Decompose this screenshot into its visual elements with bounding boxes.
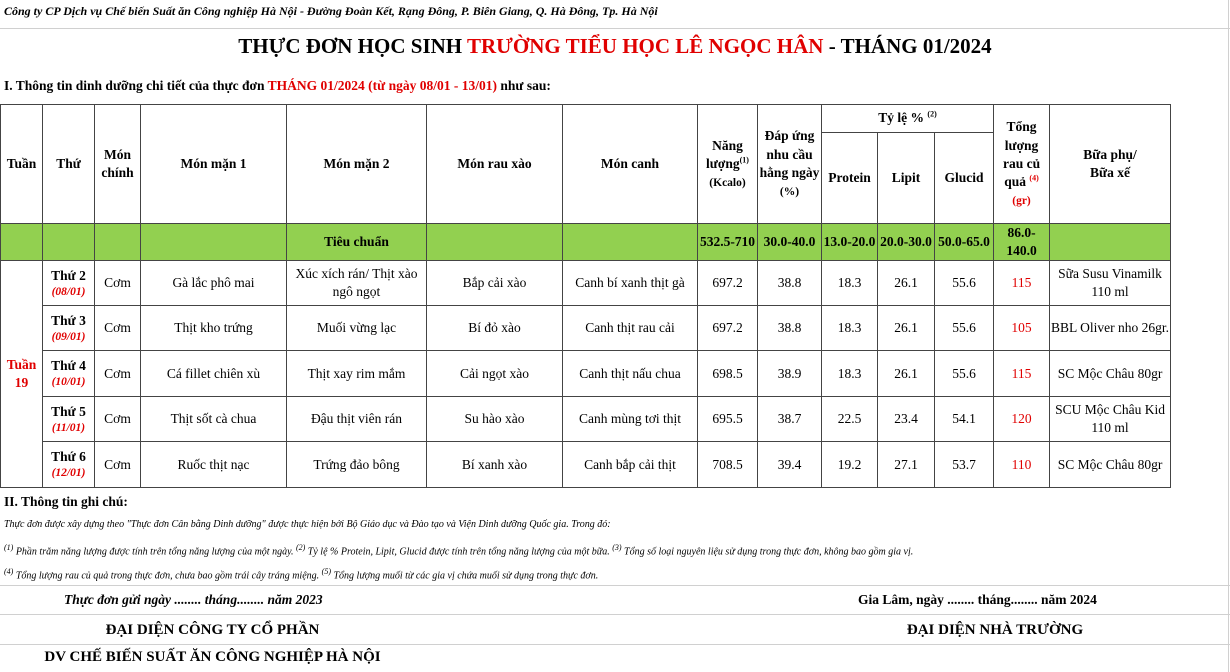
mon-chinh-cell: Cơm <box>95 351 141 397</box>
protein-cell: 18.3 <box>822 306 878 351</box>
nang-luong-unit: (Kcalo) <box>709 176 746 189</box>
day-name: Thứ 4 <box>51 358 86 374</box>
grid-line <box>0 585 1230 586</box>
std-label: Tiêu chuẩn <box>287 224 427 261</box>
grid-line <box>1228 0 1229 672</box>
dap-ung-cell: 38.8 <box>758 261 822 306</box>
day-name: Thứ 3 <box>51 312 86 328</box>
company-representative: ĐẠI DIỆN CÔNG TY CỔ PHẦN <box>105 622 320 638</box>
protein-cell: 18.3 <box>822 261 878 306</box>
lipit-cell: 23.4 <box>878 397 935 442</box>
glucid-cell: 53.7 <box>935 442 994 488</box>
table-row <box>1 397 1171 442</box>
header-thu: Thứ <box>43 105 95 224</box>
tong-rau-label: Tổng lượng rau củ quả <box>1002 119 1041 189</box>
day-date: (08/01) <box>51 285 86 298</box>
section2-heading: II. Thông tin ghi chú: <box>4 494 128 509</box>
std-empty <box>1 224 43 261</box>
header-tong-rau <box>994 105 1050 224</box>
header-mon-rau-xao: Món rau xào <box>427 105 563 224</box>
std-tong-rau: 86.0-140.0 <box>994 224 1050 261</box>
header-lipit: Lipit <box>878 133 935 224</box>
dap-ung-cell: 39.4 <box>758 442 822 488</box>
mon-man-2-cell: Trứng đảo bông <box>287 442 427 488</box>
header-tuan: Tuần <box>1 105 43 224</box>
canh-cell: Canh bắp cải thịt <box>563 442 698 488</box>
glucid-cell: 55.6 <box>935 261 994 306</box>
header-row <box>1 105 1171 133</box>
header-mon-man-1: Món mặn 1 <box>141 105 287 224</box>
header-protein: Protein <box>822 133 878 224</box>
protein-cell: 19.2 <box>822 442 878 488</box>
nang-luong-cell: 697.2 <box>698 306 758 351</box>
note-sup: (1) <box>4 543 14 552</box>
nang-luong-cell: 697.2 <box>698 261 758 306</box>
std-empty <box>141 224 287 261</box>
mon-man-1-cell: Gà lắc phô mai <box>141 261 287 306</box>
page-title <box>0 34 1230 59</box>
day-cell <box>43 397 95 442</box>
glucid-cell: 55.6 <box>935 351 994 397</box>
tong-rau-cell: 115 <box>994 261 1050 306</box>
title-part1: THỰC ĐƠN HỌC SINH <box>238 34 467 58</box>
week-number: 19 <box>14 375 29 391</box>
dap-ung-unit: (%) <box>779 186 800 199</box>
day-date: (10/01) <box>51 376 86 389</box>
section1-suffix: như sau: <box>496 78 551 93</box>
note-text: Tỷ lệ % Protein, Lipit, Glucid được tính trên tổng năng lượng của một bữa. <box>305 546 613 558</box>
note-sup: (5) <box>321 567 331 576</box>
bua-phu-cell: BBL Oliver nho 26gr. <box>1050 306 1171 351</box>
menu-table <box>0 104 1171 488</box>
title-school: TRƯỜNG TIỂU HỌC LÊ NGỌC HÂN <box>467 34 824 58</box>
glucid-cell: 54.1 <box>935 397 994 442</box>
day-cell <box>43 442 95 488</box>
lipit-cell: 27.1 <box>878 442 935 488</box>
std-empty <box>95 224 141 261</box>
bua-phu-label-1: Bữa phụ/ <box>1083 146 1137 162</box>
canh-cell: Canh thịt nấu chua <box>563 351 698 397</box>
rau-xao-cell: Bí xanh xào <box>427 442 563 488</box>
grid-line <box>0 28 1230 29</box>
tong-rau-cell: 110 <box>994 442 1050 488</box>
mon-chinh-cell: Cơm <box>95 306 141 351</box>
table-row <box>1 351 1171 397</box>
tong-rau-sup: (4) <box>1029 173 1039 183</box>
header-dap-ung <box>758 105 822 224</box>
mon-man-2-cell: Xúc xích rán/ Thịt xào ngô ngọt <box>287 261 427 306</box>
sent-date: Thực đơn gửi ngày ........ tháng........ năm 2023 <box>64 592 323 607</box>
ty-le-sup: (2) <box>927 109 937 119</box>
nang-luong-cell: 698.5 <box>698 351 758 397</box>
week-cell <box>1 261 43 488</box>
nang-luong-sup: (1) <box>739 155 749 165</box>
protein-cell: 18.3 <box>822 351 878 397</box>
mon-chinh-cell: Cơm <box>95 397 141 442</box>
std-glucid: 50.0-65.0 <box>935 224 994 261</box>
header-nang-luong <box>698 105 758 224</box>
nang-luong-label: Năng lượng <box>706 137 743 171</box>
rau-xao-cell: Su hào xào <box>427 397 563 442</box>
mon-chinh-cell: Cơm <box>95 442 141 488</box>
std-lipit: 20.0-30.0 <box>878 224 935 261</box>
note-line-1 <box>4 543 913 557</box>
mon-man-1-cell: Thịt sốt cà chua <box>141 397 287 442</box>
day-date: (12/01) <box>51 467 86 480</box>
header-glucid: Glucid <box>935 133 994 224</box>
std-protein: 13.0-20.0 <box>822 224 878 261</box>
table-row <box>1 261 1171 306</box>
mon-chinh-cell: Cơm <box>95 261 141 306</box>
note-sup: (3) <box>612 543 622 552</box>
std-empty <box>563 224 698 261</box>
mon-man-2-cell: Đậu thịt viên rán <box>287 397 427 442</box>
bua-phu-cell: Sữa Susu Vinamilk 110 ml <box>1050 261 1171 306</box>
place-date: Gia Lâm, ngày ........ tháng........ năm 2024 <box>858 592 1097 607</box>
note-text: Tổng lượng rau củ quả trong thực đơn, chưa bao gồm trái cây tráng miệng. <box>13 570 322 582</box>
company-info: Công ty CP Dịch vụ Chế biến Suất ăn Công nghiệp Hà Nội - Đường Đoàn Kết, Rạng Đông, P. Biên Giang, Q. Hà Đông, Tp. Hà Nội <box>4 4 658 18</box>
protein-cell: 22.5 <box>822 397 878 442</box>
day-name: Thứ 6 <box>51 449 86 465</box>
day-date: (09/01) <box>51 330 86 343</box>
lipit-cell: 26.1 <box>878 261 935 306</box>
header-mon-chinh: Món chính <box>95 105 141 224</box>
company-representative-name: DV CHẾ BIẾN SUẤT ĂN CÔNG NGHIỆP HÀ NỘI <box>44 649 381 665</box>
day-cell <box>43 261 95 306</box>
nang-luong-cell: 708.5 <box>698 442 758 488</box>
note-sup: (2) <box>295 543 306 552</box>
dap-ung-cell: 38.8 <box>758 306 822 351</box>
std-nang-luong: 532.5-710 <box>698 224 758 261</box>
mon-man-1-cell: Ruốc thịt nạc <box>141 442 287 488</box>
note-text: Tổng số loại nguyên liệu sử dụng trong thực đơn, không bao gồm gia vị. <box>621 546 914 558</box>
mon-man-2-cell: Muối vừng lạc <box>287 306 427 351</box>
day-date: (11/01) <box>51 421 86 434</box>
std-empty <box>427 224 563 261</box>
section1-prefix: I. Thông tin dinh dưỡng chi tiết của thực đơn <box>4 78 268 93</box>
canh-cell: Canh mùng tơi thịt <box>563 397 698 442</box>
day-cell <box>43 351 95 397</box>
standard-row <box>1 224 1171 261</box>
rau-xao-cell: Bắp cải xào <box>427 261 563 306</box>
dap-ung-cell: 38.9 <box>758 351 822 397</box>
tong-rau-cell: 105 <box>994 306 1050 351</box>
header-mon-canh: Món canh <box>563 105 698 224</box>
lipit-cell: 26.1 <box>878 306 935 351</box>
title-part2: - THÁNG 01/2024 <box>823 34 992 58</box>
bua-phu-cell: SC Mộc Châu 80gr <box>1050 442 1171 488</box>
lipit-cell: 26.1 <box>878 351 935 397</box>
note-text: Phần trăm năng lượng được tính trên tổng năng lượng của một ngày. <box>13 546 296 558</box>
dap-ung-cell: 38.7 <box>758 397 822 442</box>
std-empty <box>1050 224 1171 261</box>
note-intro: Thực đơn được xây dựng theo "Thực đơn Cân bằng Dinh dưỡng" được thực hiện bởi Bộ Giáo dục và Đào tạo và Viện Dinh dưỡng Quốc gia. Trong đó: <box>4 519 611 530</box>
mon-man-1-cell: Cá fillet chiên xù <box>141 351 287 397</box>
grid-line <box>0 614 1230 615</box>
note-sup: (4) <box>4 567 14 576</box>
std-empty <box>43 224 95 261</box>
week-label: Tuần <box>6 357 37 373</box>
tong-rau-unit: (gr) <box>1012 195 1031 208</box>
nang-luong-cell: 695.5 <box>698 397 758 442</box>
std-dap-ung: 30.0-40.0 <box>758 224 822 261</box>
note-line-2 <box>4 567 598 581</box>
bua-phu-cell: SCU Mộc Châu Kid 110 ml <box>1050 397 1171 442</box>
header-bua-phu <box>1050 105 1171 224</box>
canh-cell: Canh bí xanh thịt gà <box>563 261 698 306</box>
table-row <box>1 306 1171 351</box>
ty-le-label: Tỷ lệ % <box>878 110 925 126</box>
section1-heading <box>4 78 551 94</box>
note-text: Tổng lượng muối từ các gia vị chứa muối sử dụng trong thực đơn. <box>330 570 599 582</box>
school-representative: ĐẠI DIỆN NHÀ TRƯỜNG <box>906 622 1084 638</box>
header-ty-le <box>822 105 994 133</box>
bua-phu-label-2: Bữa xế <box>1090 165 1130 180</box>
tong-rau-cell: 120 <box>994 397 1050 442</box>
dap-ung-label: Đáp ứng nhu cầu hằng ngày <box>759 128 820 180</box>
day-name: Thứ 5 <box>51 403 86 419</box>
day-cell <box>43 306 95 351</box>
mon-man-1-cell: Thịt kho trứng <box>141 306 287 351</box>
tong-rau-cell: 115 <box>994 351 1050 397</box>
mon-man-2-cell: Thịt xay rim mắm <box>287 351 427 397</box>
header-mon-man-2: Món mặn 2 <box>287 105 427 224</box>
glucid-cell: 55.6 <box>935 306 994 351</box>
table-row <box>1 442 1171 488</box>
section1-highlight: THÁNG 01/2024 (từ ngày 08/01 - 13/01) <box>267 78 497 93</box>
rau-xao-cell: Cải ngọt xào <box>427 351 563 397</box>
rau-xao-cell: Bí đỏ xào <box>427 306 563 351</box>
day-name: Thứ 2 <box>51 267 86 283</box>
canh-cell: Canh thịt rau cải <box>563 306 698 351</box>
bua-phu-cell: SC Mộc Châu 80gr <box>1050 351 1171 397</box>
grid-line <box>0 644 1230 645</box>
